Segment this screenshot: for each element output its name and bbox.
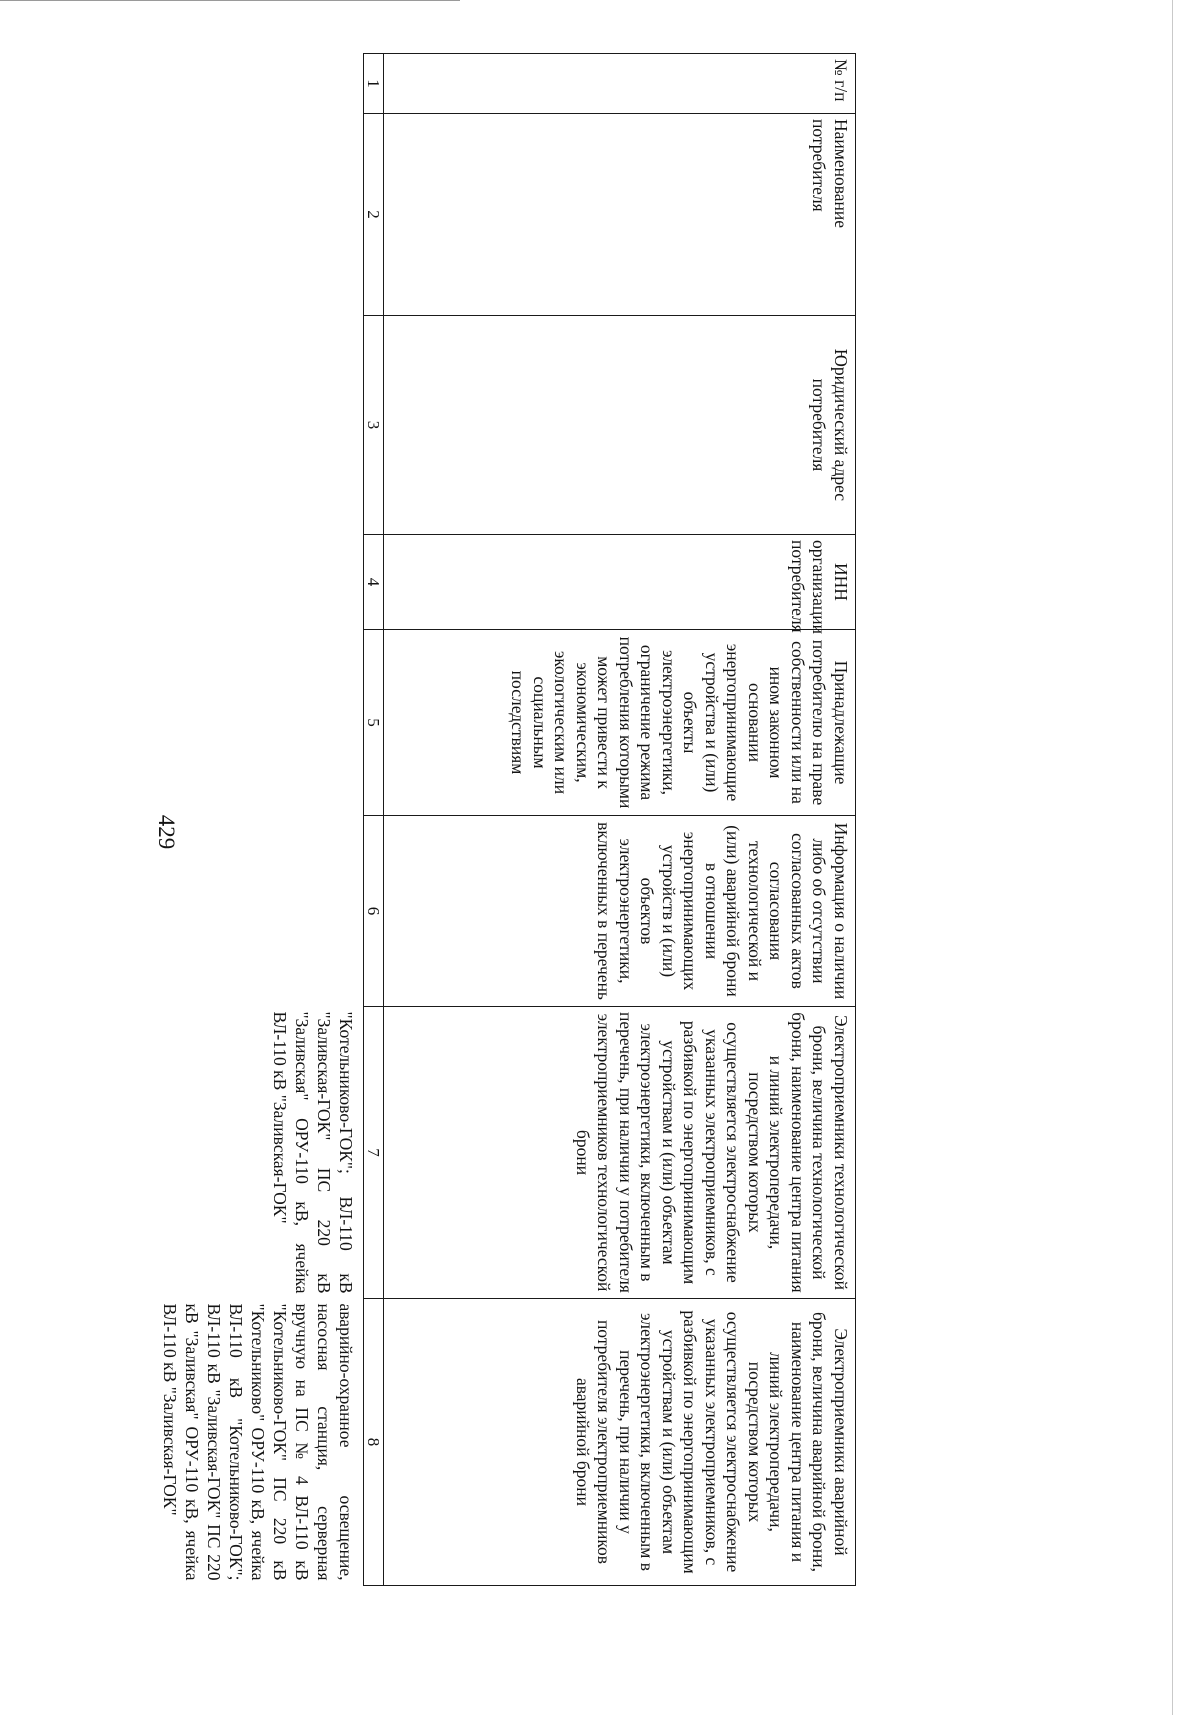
header-col-1: № г/п (384, 54, 856, 114)
col-number-5: 5 (364, 630, 384, 816)
row-cell-2 (153, 114, 364, 316)
row-cell-8: аварийно-охранное освещение, насосная станция, серверная вручную на ПС № 4 ВЛ-110 кВ "Котельниково-ГОК" ПС 220 кВ "Котельниково" ОРУ-110 кВ, ячейка ВЛ-110 кВ "Котельниково-ГОК"; ВЛ-110 кВ "Заливская-ГОК" ПС 220 кВ "Заливская" ОРУ-110 кВ, ячейка ВЛ-110 кВ "Заливская-ГОК" (160, 1303, 356, 1581)
row-cell-3 (153, 316, 364, 535)
header-col-7: Электроприемники технологической брони, величина технологической брони, наименование центра питания и линий электропередачи, посредством которых осуществляется электроснабжение указанных электроприемников, с разбивкой по энергопринимающим устройствам и (или) объектам электроэнергетики, включенным в перечень, при наличии у потребителя электроприемников технологической брони (384, 1007, 856, 1299)
header-col-4: ИНН организации потребителя (384, 535, 856, 630)
top-edge-line (0, 0, 460, 1)
rotated-table-sheet (160, 53, 856, 1585)
column-number-row (364, 54, 384, 1586)
header-col-8: Электроприемники аварийной брони, величина аварийной брони, наименование центра питания и линий электропередачи, посредством которых осуществляется электроснабжение указанных электроприемников, с разбивкой по энергопринимающим устройствам и (или) объектам электроэнергетики, включенным в перечень, при наличии у потребителя электроприемников аварийной брони (384, 1299, 856, 1586)
col-number-6: 6 (364, 816, 384, 1007)
col-number-2: 2 (364, 114, 384, 316)
consumer-table (153, 53, 856, 1586)
header-row (384, 54, 856, 1586)
header-col-6: Информация о наличии либо об отсутствии согласованных актов согласования технологической и (или) аварийной брони в отношении энергопринимающих устройств и (или) объектов электроэнергетики, включенных в перечень (384, 816, 856, 1007)
col-number-4: 4 (364, 535, 384, 630)
row-cell-1 (153, 54, 364, 114)
col-number-1: 1 (364, 54, 384, 114)
right-edge-line (1172, 0, 1173, 1715)
row-cell-4 (153, 535, 364, 630)
row-cell-6 (153, 816, 364, 1007)
col-number-8: 8 (364, 1299, 384, 1586)
header-col-2: Наименование потребителя (384, 114, 856, 316)
row-cell-5 (153, 630, 364, 816)
header-col-3: Юридический адрес потребителя (384, 316, 856, 535)
header-col-5: Принадлежащие потребителю на праве собственности или на ином законном основании энергопринимающие устройства и (или) объекты электроэнергетики, ограничение режима потребления которыми может привести к экономическим, экологическим или социальным последствиям (384, 630, 856, 816)
col-number-3: 3 (364, 316, 384, 535)
row-cell-7: "Котельниково-ГОК"; ВЛ-110 кВ "Заливская-ГОК" ПС 220 кВ "Заливская" ОРУ-110 кВ, ячейка ВЛ-110 кВ "Заливская-ГОК" (270, 1011, 356, 1294)
page-number: 429 (154, 814, 179, 850)
table-row (153, 54, 364, 1586)
col-number-7: 7 (364, 1007, 384, 1299)
